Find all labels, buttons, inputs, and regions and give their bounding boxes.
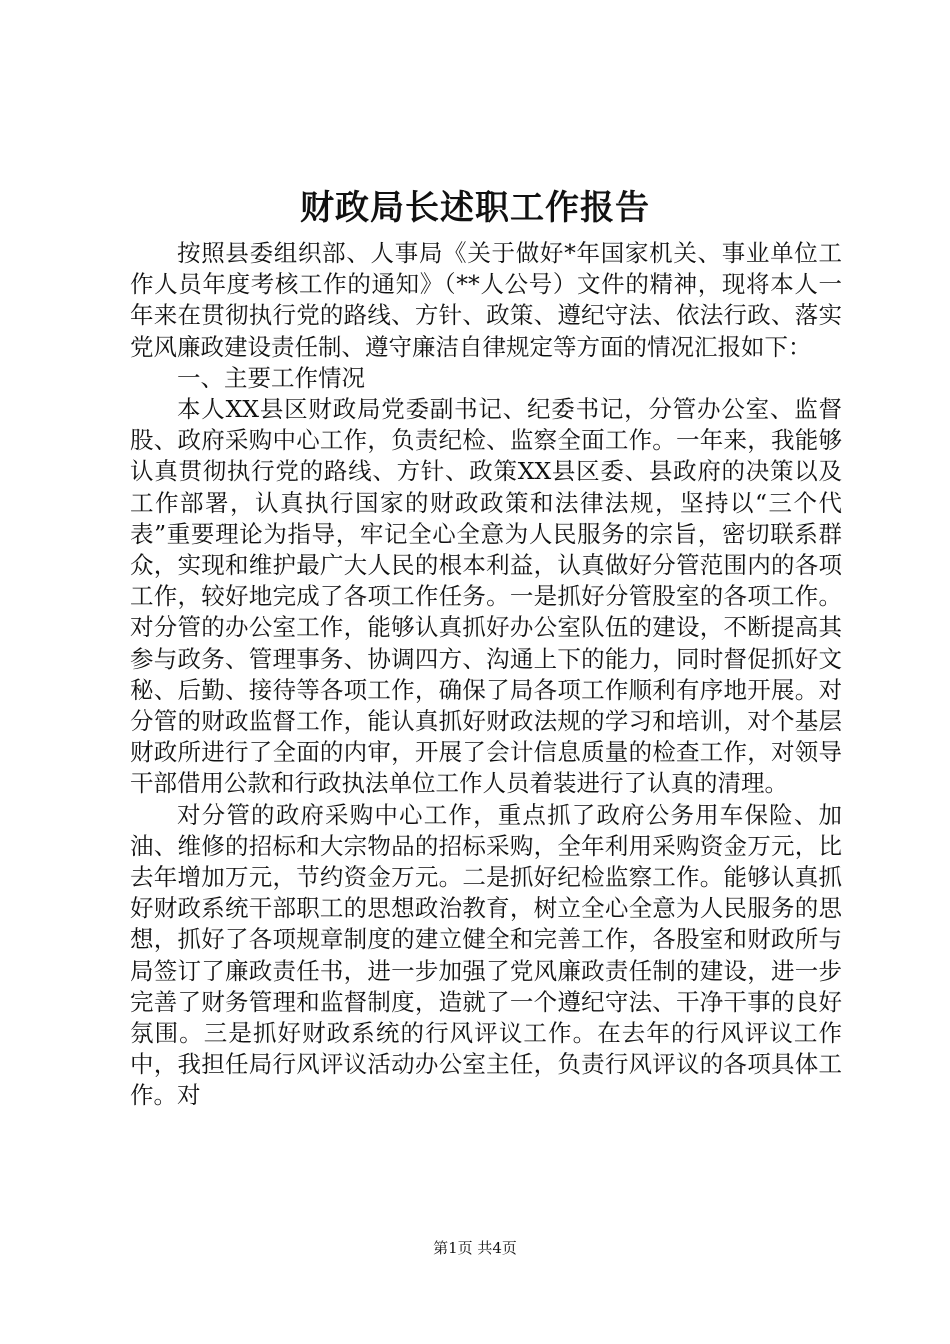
document-title: 财政局长述职工作报告 bbox=[300, 188, 650, 228]
paragraph-intro: 按照县委组织部、人事局《关于做好*年国家机关、事业单位工作人员年度考核工作的通知》（**人公号）文件的精神，现将本人一年来在贯彻执行党的路线、方针、政策、遵纪守法、依法行政、落实党风廉政建设责任制、遵守廉洁自律规定等方面的情况汇报如下： bbox=[130, 239, 842, 361]
paragraph-work-summary: 本人XX县区财政局党委副书记、纪委书记，分管办公室、监督股、政府采购中心工作，负责纪检、监察全面工作。一年来，我能够认真贯彻执行党的路线、方针、政策XX县区委、县政府的决策以及工作部署，认真执行国家的财政政策和法律法规，坚持以“三个代表”重要理论为指导，牢记全心全意为人民服务的宗旨，密切联系群众，实现和维护最广大人民的根本利益，认真做好分管范围内的各项工作，较好地完成了各项工作任务。一是抓好分管股室的各项工作。对分管的办公室工作，能够认真抓好办公室队伍的建设，不断提高其参与政务、管理事务、协调四方、沟通上下的能力，同时督促抓好文秘、后勤、接待等各项工作，确保了局各项工作顺利有序地开展。对分管的财政监督工作，能认真抓好财政法规的学习和培训，对个基层财政所进行了全面的内审，开展了会计信息质量的检查工作，对领导干部借用公款和行政执法单位工作人员着装进行了认真的清理。 bbox=[130, 395, 842, 798]
paragraph-procurement: 对分管的政府采购中心工作，重点抓了政府公务用车保险、加油、维修的招标和大宗物品的招标采购，全年利用采购资金万元，比去年增加万元，节约资金万元。二是抓好纪检监察工作。能够认真抓好财政系统干部职工的思想政治教育，树立全心全意为人民服务的思想，抓好了各项规章制度的建立健全和完善工作，各股室和财政所与局签订了廉政责任书，进一步加强了党风廉政责任制的建设，进一步完善了财务管理和监督制度，造就了一个遵纪守法、干净干事的良好氛围。三是抓好财政系统的行风评议工作。在去年的行风评议工作中，我担任局行风评议活动办公室主任，负责行风评议的各项具体工作。对 bbox=[130, 800, 842, 1110]
document-body bbox=[130, 238, 842, 1112]
page-number: 第1页 共4页 bbox=[433, 1239, 517, 1257]
section-heading: 一、主要工作情况 bbox=[177, 363, 365, 392]
